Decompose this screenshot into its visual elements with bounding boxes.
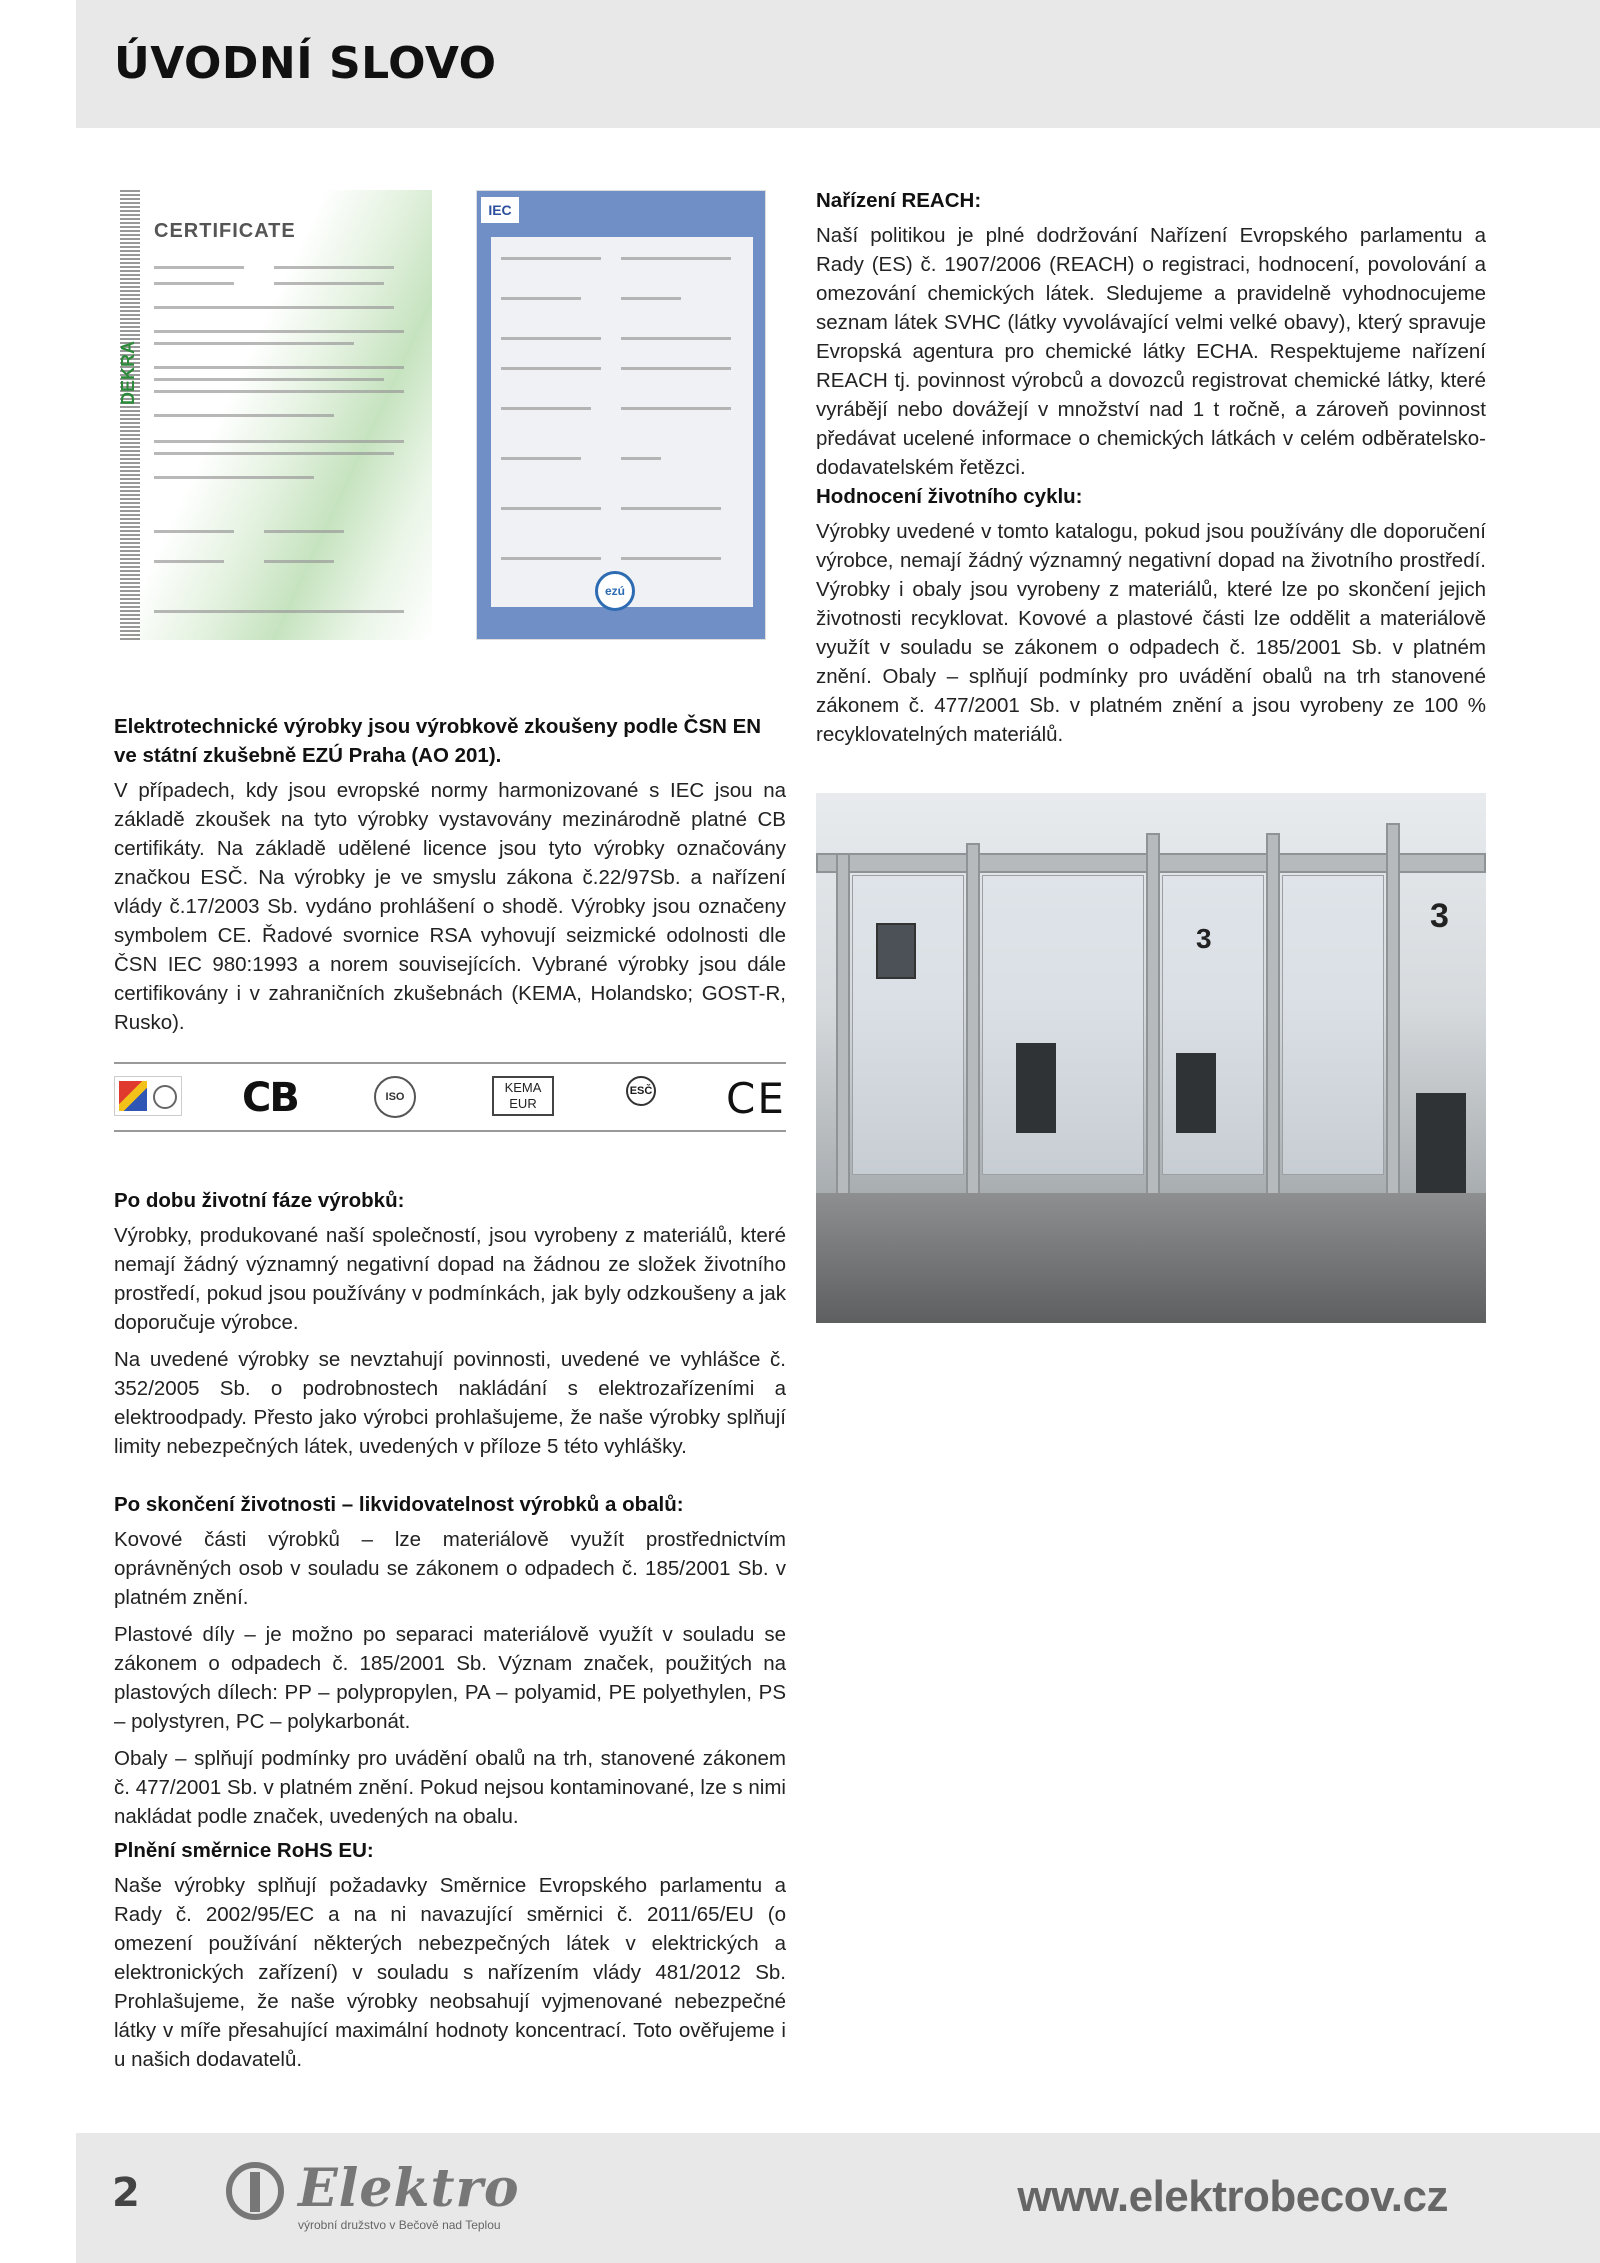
company-mark-icon xyxy=(226,2162,284,2220)
lifecycle-section xyxy=(816,482,1486,757)
text-line xyxy=(501,367,601,370)
text-line xyxy=(274,266,394,269)
control-screen xyxy=(876,923,916,979)
machine-part xyxy=(1016,1043,1056,1133)
barcode-strip xyxy=(120,190,140,640)
glass-panel xyxy=(1282,875,1384,1175)
company-subtitle: výrobní družstvo v Bečově nad Teplou xyxy=(298,2218,501,2232)
end-of-life-paragraph-1: Kovové části výrobků – lze materiálově využít prostřednictvím oprávněných osob v souladu se zákonem o odpadech č. 185/2001 Sb. v platném znění. xyxy=(114,1528,786,1609)
company-name: Elektro xyxy=(298,2158,520,2219)
rohs-heading: Plnění směrnice RoHS EU: xyxy=(114,1839,374,1862)
text-line xyxy=(274,282,384,285)
text-line xyxy=(621,337,731,340)
station-number: 3 xyxy=(1196,923,1212,954)
text-line xyxy=(621,457,661,460)
kema-logo xyxy=(492,1076,554,1116)
end-of-life-heading: Po skončení životnosti – likvidovatelnost výrobků a obalů: xyxy=(114,1493,684,1516)
text-line xyxy=(154,266,244,269)
text-line xyxy=(621,407,731,410)
text-line xyxy=(501,507,601,510)
intro-heading: Elektrotechnické výrobky jsou výrobkově zkoušeny podle ČSN EN ve státní zkušebně EZÚ Praha (AO 201). xyxy=(114,715,762,767)
text-line xyxy=(501,457,581,460)
quality-mark-icon xyxy=(114,1076,182,1116)
glass-panel xyxy=(852,875,964,1175)
intro-paragraph: V případech, kdy jsou evropské normy harmonizované s IEC jsou na základě zkoušek na tyto výrobky vystavovány mezinárodně platné CB certifikáty. Na základě udělené licence jsou tyto výrobky označovány značkou ESČ. Na výrobky je ve smyslu zákona č.22/97Sb. a nařízení vlády č.17/2003 Sb. vydáno prohlášení o shodě. Výrobky jsou označeny symbolem CE. Řadové svornice RSA vyhovují seizmické odolnosti dle ČSN IEC 980:1993 a norem souvisejících. Vybrané výrobky jsou dále certifikovány i v zahraničních zkušebnách (KEMA, Holandsko; GOST-R, Rusko). xyxy=(114,779,786,1034)
kema-logo-top: KEMA xyxy=(504,1080,542,1095)
text-line xyxy=(154,476,314,479)
text-line xyxy=(154,414,334,417)
text-line xyxy=(621,257,731,260)
text-line xyxy=(154,330,404,333)
text-line xyxy=(501,257,601,260)
signature-line xyxy=(264,530,344,533)
text-line xyxy=(621,507,721,510)
machine-frame xyxy=(836,853,850,1213)
machine-base xyxy=(816,1193,1486,1323)
iso-logo: ISO xyxy=(374,1076,416,1118)
end-of-life-paragraph-3: Obaly – splňují podmínky pro uvádění obalů na trh, stanovené zákonem č. 477/2001 Sb. v platném znění. Pokud nejsou kontaminované, lze s nimi nakládat podle značek, uvedených na obalu. xyxy=(114,1747,786,1828)
page-title: ÚVODNÍ SLOVO xyxy=(114,38,497,89)
certificate-title: CERTIFICATE xyxy=(154,220,296,242)
life-phase-paragraph-2: Na uvedené výrobky se nevztahují povinnosti, uvedené ve vyhlášce č. 352/2005 Sb. o podrobnostech nakládání s elektrozařízeními a elektroodpady. Přesto jako výrobci prohlašujeme, že naše výrobky splňují limity nebezpečných látek, uvedených v příloze 5 této vyhlášky. xyxy=(114,1348,786,1458)
dekra-logo: DEKRA xyxy=(118,340,138,405)
glass-panel xyxy=(982,875,1144,1175)
text-line xyxy=(154,390,404,393)
seal-icon xyxy=(153,1085,177,1109)
machine-frame xyxy=(1266,833,1280,1233)
text-line xyxy=(501,297,581,300)
website-url[interactable]: www.elektrobecov.cz xyxy=(1017,2172,1448,2221)
ce-logo: CE xyxy=(726,1073,786,1123)
quality-badge-icon xyxy=(119,1081,147,1111)
text-line xyxy=(154,378,384,381)
text-line xyxy=(154,342,354,345)
company-logo xyxy=(226,2158,546,2238)
text-line xyxy=(154,306,394,309)
certificate-body xyxy=(491,237,753,607)
page-number: 2 xyxy=(112,2170,140,2216)
machine-frame xyxy=(966,843,980,1223)
rohs-section xyxy=(114,1836,786,2082)
reach-paragraph: Naší politikou je plné dodržování Nařízení Evropského parlamentu a Rady (ES) č. 1907/2006 (REACH) o registraci, hodnocení, povolování a omezování chemických látek. Sledujeme a pravidelně vyhodnocujeme seznam látek SVHC (látky vyvolávající velmi velké obavy), který spravuje Evropská agentura pro chemické látky ECHA. Respektujeme nařízení REACH tj. povinnost výrobců a dovozců registrovat chemické látky, které vyrábějí nebo dovážejí v množství nad 1 t ročně, a zároveň povinnost předávat ucelené informace o chemických látkách v celém odběratelsko-dodavatelském řetězci. xyxy=(816,224,1486,479)
iec-logo: IEC xyxy=(481,197,519,223)
text-line xyxy=(501,407,591,410)
cb-logo: CB xyxy=(242,1075,298,1121)
text-line xyxy=(621,557,721,560)
lifecycle-paragraph: Výrobky uvedené v tomto katalogu, pokud jsou používány dle doporučení výrobce, nemají žádný významný negativní dopad na životního prostředí. Výrobky i obaly jsou vyrobeny z materiálů, které lze po skončení jejich životnosti recyklovat. Kovové a plastové části lze oddělit a materiálově využít v souladu se zákonem o odpadech č. 185/2001 Sb. v platném znění. Obaly – splňují podmínky pro uvádění obalů na trh stanovené zákonem č. 477/2001 Sb. v platném znění a jsou vyrobeny ze 100 % recyklovatelných materiálů. xyxy=(816,520,1486,746)
kema-logo-bottom: EUR xyxy=(509,1096,537,1111)
machine-part xyxy=(1416,1093,1466,1203)
end-of-life-section xyxy=(114,1490,786,1839)
text-line xyxy=(154,366,404,369)
machine-part xyxy=(1176,1053,1216,1133)
ezu-seal: ezú xyxy=(595,571,635,611)
text-line xyxy=(621,367,731,370)
text-line xyxy=(154,440,404,443)
reach-section xyxy=(816,186,1486,490)
life-phase-section xyxy=(114,1186,786,1469)
life-phase-paragraph-1: Výrobky, produkované naší společností, jsou vyrobeny z materiálů, které nemají žádný významný negativní dopad na žádnou ze složek životního prostředí, pokud jsou používány v podmínkách, jak byly odzkoušeny a jak doporučuje výrobce. xyxy=(114,1224,786,1334)
text-line xyxy=(264,560,334,563)
text-line xyxy=(154,282,234,285)
life-phase-heading: Po dobu životní fáze výrobků: xyxy=(114,1189,405,1212)
text-line xyxy=(154,452,394,455)
esc-mark-icon: ESČ xyxy=(626,1076,656,1106)
text-line xyxy=(154,560,224,563)
station-number: 3 xyxy=(1430,897,1449,935)
certificate-image-dekra xyxy=(114,190,432,640)
production-line-photo xyxy=(816,793,1486,1323)
signature-line xyxy=(154,530,234,533)
intro-section xyxy=(114,712,786,1045)
machine-frame xyxy=(1386,823,1400,1243)
end-of-life-paragraph-2: Plastové díly – je možno po separaci materiálově využít v souladu se zákonem o odpadech č. 185/2001 Sb. Význam značek, použitých na plastových dílech: PP – polypropylen, PA – polyamid, PE polyethylen, PS – polystyren, PC – polykarbonát. xyxy=(114,1623,786,1733)
machine-frame xyxy=(1146,833,1160,1233)
reach-heading: Nařízení REACH: xyxy=(816,189,982,212)
certificate-image-cb xyxy=(476,190,766,640)
certification-logos xyxy=(114,1062,786,1132)
text-line xyxy=(501,337,601,340)
text-line xyxy=(501,557,601,560)
rohs-paragraph: Naše výrobky splňují požadavky Směrnice Evropského parlamentu a Rady č. 2002/95/EC a na ni navazující směrnici č. 2011/65/EU (o omezení používání některých nebezpečných látek v elektrických a elektronických zařízení) v souladu s nařízením vlády 481/2012 Sb. Prohlašujeme, že naše výrobky neobsahují vyjmenované nebezpečné látky v míře přesahující maximální hodnoty koncentrací. Toto ověřujeme i u našich dodavatelů. xyxy=(114,1874,786,2071)
text-line xyxy=(621,297,681,300)
lifecycle-heading: Hodnocení životního cyklu: xyxy=(816,485,1083,508)
text-line xyxy=(154,610,404,613)
